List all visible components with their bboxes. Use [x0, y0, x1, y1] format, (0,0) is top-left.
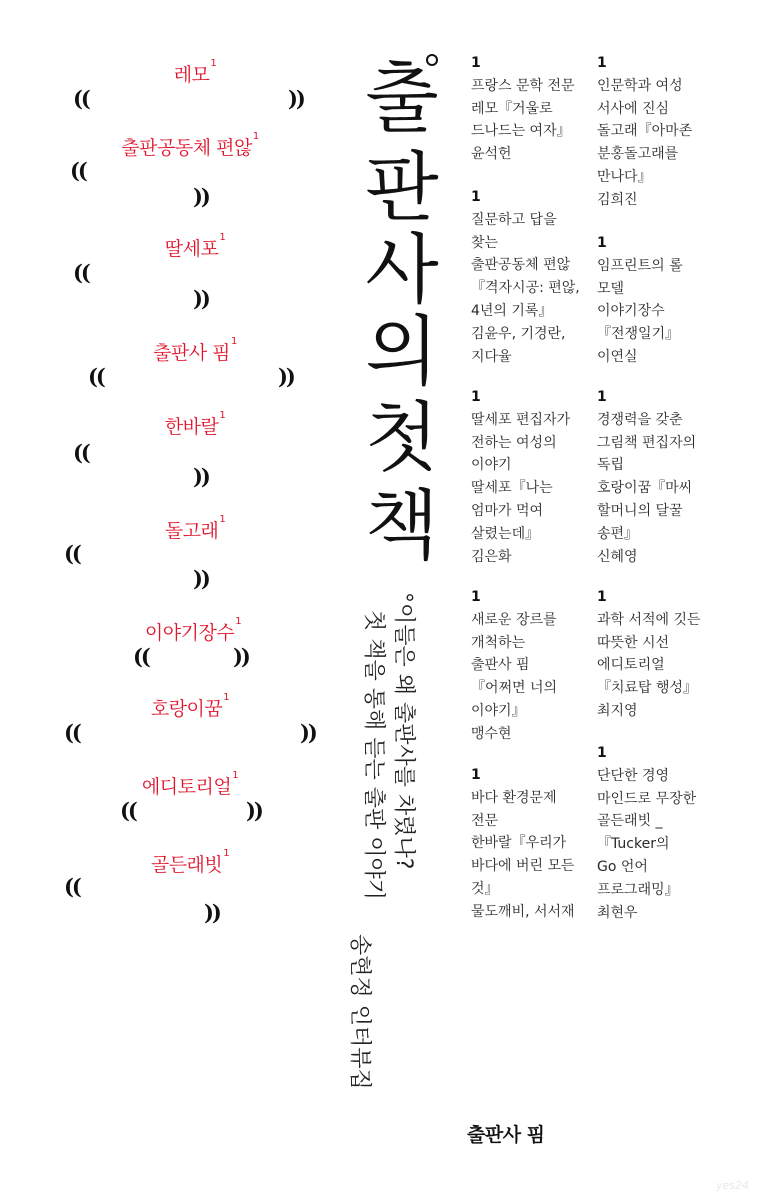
close-paren: )): [288, 86, 304, 111]
entry-line: 인문학과 여성: [597, 77, 683, 94]
entry-line: 딸세포 편집자가: [471, 411, 571, 428]
publisher-name-horangikkum: [151, 694, 229, 721]
entry-line: 『전쟁일기』: [597, 326, 680, 343]
publisher-label: 딸세포: [164, 238, 219, 260]
close-paren: )): [233, 644, 249, 669]
publisher-name-editorial: [142, 772, 238, 799]
title-char: 출: [365, 53, 439, 142]
entry-line: 『어쩌면 너의: [471, 680, 558, 697]
entry-line: 전하는 여성의: [471, 434, 557, 451]
title-char: 책: [365, 481, 439, 570]
entry-pyeonan: [471, 186, 601, 368]
publisher-label: 이야기장수: [144, 622, 235, 644]
entry-line: 살렸는데』: [471, 525, 540, 542]
entry-iyagijangsu: [597, 232, 727, 369]
entry-number: 1: [471, 767, 481, 783]
open-paren: ((: [70, 158, 86, 183]
publisher-label: 골든래빗: [150, 854, 223, 876]
entry-line: 전문: [471, 812, 499, 829]
publisher-label: 호랑이꿈: [150, 698, 223, 720]
entry-number: 1: [471, 389, 481, 405]
publisher-name-goldenrabbit: [151, 850, 229, 877]
entry-line: 이야기』: [471, 702, 526, 719]
entry-line: 프로그래밍』: [597, 881, 679, 898]
entry-number: 1: [597, 589, 607, 605]
entry-lemo: [471, 52, 601, 166]
entry-line: 레모『거울로: [471, 100, 553, 117]
entry-line: 윤석헌: [471, 146, 512, 163]
subtitle-line-2: 첫 책을 통해 듣는 출판 이야기: [361, 610, 387, 900]
entry-hanbaral: [471, 764, 601, 924]
entry-line: 독립: [597, 457, 625, 474]
entry-line: 마인드로 무장한: [597, 790, 697, 807]
entry-line: 엄마가 먹여: [471, 502, 544, 519]
title-char: 첫: [365, 393, 439, 482]
entry-line: 할머니의 달꿀: [597, 502, 683, 519]
close-paren: )): [193, 184, 209, 209]
close-paren: )): [204, 900, 220, 925]
entry-number: 1: [597, 745, 607, 761]
entry-line: 분홍돌고래를: [597, 146, 679, 163]
entry-line: 『치료탑 행성』: [597, 680, 698, 697]
superscript: 1: [231, 336, 237, 347]
close-paren: )): [193, 566, 209, 591]
author-line: [344, 934, 374, 1090]
entry-line: 김희진: [597, 191, 638, 208]
publisher-name-dolgorae: [165, 516, 225, 543]
entry-line: 4년의 기록』: [471, 302, 553, 319]
entry-editorial: [597, 586, 727, 723]
publisher-name-pyeonan: [121, 133, 258, 160]
subtitle-line-1: °이들은 왜 출판사를 차렸나?: [391, 592, 416, 870]
publisher-label: 출판공동체 편않: [121, 137, 252, 159]
close-paren: )): [193, 464, 209, 489]
entry-line: 신혜영: [597, 548, 638, 565]
open-paren: ((: [120, 798, 136, 823]
open-paren: ((: [64, 541, 80, 566]
entry-number: 1: [471, 189, 481, 205]
entry-line: 지다율: [471, 348, 512, 365]
entry-line: 골든래빗 _: [597, 813, 663, 830]
publisher-label: 레모: [173, 64, 210, 86]
entry-line: 만나다』: [597, 168, 652, 185]
entry-line: Go 언어: [597, 858, 648, 875]
entry-dolgorae: [597, 52, 727, 212]
entry-line: 찾는: [471, 234, 499, 251]
close-paren: )): [193, 286, 209, 311]
entry-line: 경쟁력을 갖춘: [597, 411, 683, 428]
superscript: 1: [219, 514, 226, 525]
entry-line: 김은화: [471, 548, 512, 565]
entry-line: 에디토리얼: [597, 657, 665, 674]
publisher-label: 출판사 핌: [153, 342, 231, 364]
superscript: 1: [252, 131, 259, 142]
entry-ttalsepo: [471, 386, 601, 568]
open-paren: ((: [64, 720, 80, 745]
close-paren: )): [300, 720, 316, 745]
entry-number: 1: [471, 55, 481, 71]
entry-line: 서사에 진심: [597, 100, 670, 117]
entry-line: 바다 환경문제: [471, 789, 557, 806]
entry-line: 프랑스 문학 전문: [471, 77, 575, 94]
open-paren: ((: [88, 364, 104, 389]
superscript: 1: [223, 692, 230, 703]
open-paren: ((: [73, 440, 89, 465]
title-char: 의: [365, 307, 439, 396]
entry-line: 드나드는 여자』: [471, 123, 571, 140]
entry-line: 출판공동체 편않: [471, 257, 571, 274]
entry-line: 이연실: [597, 348, 638, 365]
entry-line: 임프린트의 롤: [597, 257, 683, 274]
entry-number: 1: [471, 589, 481, 605]
entry-line: 개척하는: [471, 634, 526, 651]
publisher-name-lemo: [174, 60, 217, 87]
entry-number: 1: [597, 389, 607, 405]
entry-line: 돌고래『아마존: [597, 123, 693, 140]
publisher-name-hanbaral: [165, 412, 225, 439]
entry-line: 딸세포『나는: [471, 480, 553, 497]
superscript: 1: [223, 848, 230, 859]
watermark: yes24: [715, 1179, 749, 1192]
subtitle: [359, 592, 418, 900]
title-char: 판: [365, 143, 439, 232]
entry-line: 그림책 편집자의: [597, 434, 697, 451]
superscript: 1: [232, 770, 239, 781]
close-paren: )): [246, 798, 262, 823]
author-name: 송현정 인터뷰집: [347, 934, 372, 1090]
entry-line: 한바랄『우리가: [471, 835, 567, 852]
entry-line: 모델: [597, 280, 625, 297]
entry-line: 이야기장수: [597, 303, 665, 320]
entry-line: 이야기: [471, 457, 512, 474]
publisher-name-pim: [153, 338, 237, 365]
publisher-name-ttalsepo: [165, 234, 225, 261]
publisher-label: 돌고래: [164, 520, 219, 542]
publisher-logo: 출판사 핌: [467, 1124, 545, 1146]
entry-goldenrabbit: [597, 742, 727, 924]
entry-pim: [471, 586, 601, 746]
entry-line: 바다에 버린 모든: [471, 858, 575, 875]
superscript: 1: [219, 410, 226, 421]
entry-line: 새로운 장르를: [471, 611, 557, 628]
entry-number: 1: [597, 55, 607, 71]
entry-line: 송편』: [597, 525, 639, 542]
publisher-name-iyagijangsu: [145, 618, 241, 645]
entry-line: 과학 서적에 깃든: [597, 611, 701, 628]
publisher-label: 에디토리얼: [141, 776, 232, 798]
entry-number: 1: [597, 235, 607, 251]
entry-line: 출판사 핌: [471, 657, 530, 674]
entry-line: 질문하고 답을: [471, 211, 557, 228]
entry-line: 김윤우, 기경란,: [471, 325, 566, 342]
entry-line: 것』: [471, 880, 499, 897]
entry-line: 『Tucker의: [597, 836, 670, 853]
entry-line: 『격자시공: 편않,: [471, 280, 580, 297]
entry-line: 호랑이꿈『마씨: [597, 480, 693, 497]
open-paren: ((: [73, 260, 89, 285]
title-char: 사: [365, 225, 439, 314]
open-paren: ((: [64, 874, 80, 899]
superscript: 1: [219, 232, 226, 243]
superscript: 1: [235, 616, 242, 627]
superscript: 1: [210, 58, 217, 69]
entry-line: 단단한 경영: [597, 767, 670, 784]
entry-line: 맹수현: [471, 725, 512, 742]
publisher-label: 한바랄: [164, 416, 219, 438]
entry-line: 최현우: [597, 904, 638, 921]
entry-line: 따뜻한 시선: [597, 634, 670, 651]
entry-horangikkum: [597, 386, 727, 568]
close-paren: )): [278, 364, 294, 389]
entry-line: 물도깨비, 서서재: [471, 903, 575, 920]
open-paren: ((: [73, 86, 89, 111]
entry-line: 최지영: [597, 702, 638, 719]
open-paren: ((: [133, 644, 149, 669]
